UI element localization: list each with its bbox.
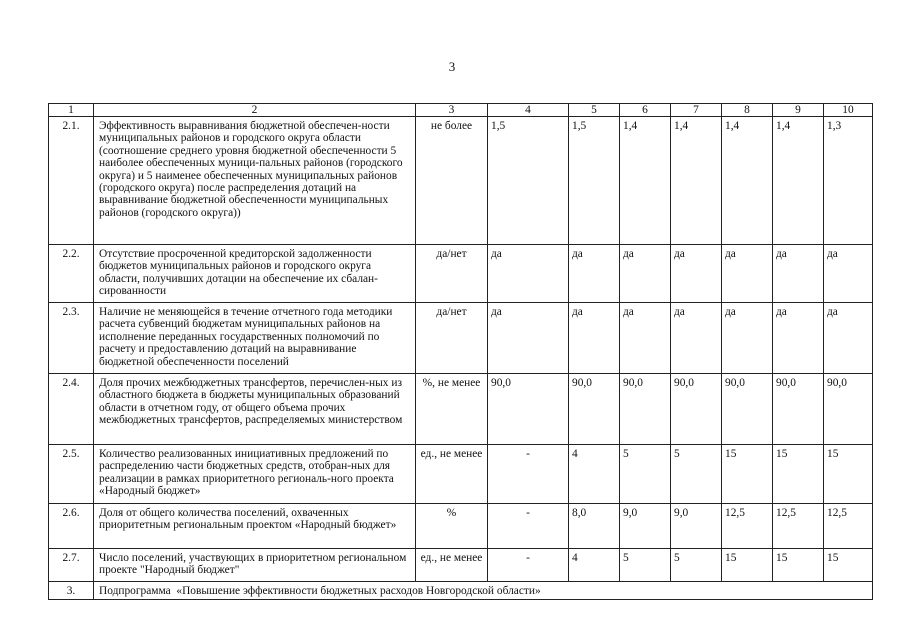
- header-cell: 8: [722, 104, 773, 117]
- value-cell: да: [671, 245, 722, 303]
- value-cell: да: [773, 303, 824, 374]
- indicator-name: Количество реализованных инициативных предложений по распределению части бюджетных средств, отобран-ных для реализации в рамках приоритетного региональ-ного проекта «Народный бюджет»: [94, 445, 416, 504]
- row-number: 2.7.: [49, 549, 94, 582]
- value-cell: да: [569, 245, 620, 303]
- header-cell: 3: [416, 104, 488, 117]
- table-row: [49, 445, 873, 504]
- value-cell: 90,0: [773, 374, 824, 445]
- value-cell: 1,5: [488, 117, 569, 245]
- row-number: 2.2.: [49, 245, 94, 303]
- value-cell: 4: [569, 549, 620, 582]
- value-cell: 15: [824, 549, 873, 582]
- value-cell: 90,0: [671, 374, 722, 445]
- row-number: 2.5.: [49, 445, 94, 504]
- value-cell: 12,5: [824, 504, 873, 549]
- value-cell: да: [569, 303, 620, 374]
- header-cell: 6: [620, 104, 671, 117]
- indicators-table: [48, 103, 873, 600]
- value-cell: 12,5: [722, 504, 773, 549]
- value-cell: 8,0: [569, 504, 620, 549]
- value-cell: 5: [671, 549, 722, 582]
- value-cell: да: [722, 245, 773, 303]
- row-number: 2.6.: [49, 504, 94, 549]
- page-number: 3: [448, 59, 456, 74]
- row-number: 2.3.: [49, 303, 94, 374]
- value-cell: 9,0: [671, 504, 722, 549]
- value-cell: да: [773, 245, 824, 303]
- table-row: [49, 374, 873, 445]
- value-cell: 15: [824, 445, 873, 504]
- header-cell: 4: [488, 104, 569, 117]
- unit-cell: да/нет: [416, 303, 488, 374]
- table-row: [49, 245, 873, 303]
- value-cell: -: [488, 549, 569, 582]
- unit-cell: %: [416, 504, 488, 549]
- value-cell: 15: [722, 445, 773, 504]
- value-cell: 12,5: [773, 504, 824, 549]
- indicator-name: Эффективность выравнивания бюджетной обеспечен-ности муниципальных районов и городского округа области (соотношение среднего уровня бюджетной обеспеченности 5 наиболее обеспеченных муници-пальных районов (городского округа) и 5 наименее обеспеченных муниципальных районов (городского округа) после распределения дотаций на выравнивание бюджетной обеспеченности муниципальных районов (городского округа)): [94, 117, 416, 245]
- value-cell: 15: [722, 549, 773, 582]
- value-cell: 1,4: [773, 117, 824, 245]
- value-cell: -: [488, 504, 569, 549]
- table-row: [49, 117, 873, 245]
- unit-cell: ед., не менее: [416, 445, 488, 504]
- value-cell: 90,0: [722, 374, 773, 445]
- value-cell: -: [488, 445, 569, 504]
- value-cell: 5: [620, 549, 671, 582]
- table-row: [49, 504, 873, 549]
- value-cell: да: [488, 245, 569, 303]
- subprogram-title: Подпрограмма «Повышение эффективности бюджетных расходов Новгородской области»: [94, 582, 873, 600]
- row-number: 2.1.: [49, 117, 94, 245]
- table-row: [49, 303, 873, 374]
- unit-cell: да/нет: [416, 245, 488, 303]
- header-cell: 10: [824, 104, 873, 117]
- header-row: [49, 104, 873, 117]
- header-cell: 1: [49, 104, 94, 117]
- value-cell: да: [824, 303, 873, 374]
- value-cell: 15: [773, 549, 824, 582]
- value-cell: 15: [773, 445, 824, 504]
- value-cell: 1,4: [620, 117, 671, 245]
- value-cell: 1,5: [569, 117, 620, 245]
- indicator-name: Отсутствие просроченной кредиторской задолженности бюджетов муниципальных районов и городского округа области, получивших дотации на обеспечение их сбалан-сированности: [94, 245, 416, 303]
- row-number: 3.: [49, 582, 94, 600]
- value-cell: 90,0: [620, 374, 671, 445]
- value-cell: 5: [671, 445, 722, 504]
- unit-cell: ед., не менее: [416, 549, 488, 582]
- value-cell: 9,0: [620, 504, 671, 549]
- indicator-name: Доля от общего количества поселений, охваченных приоритетным региональным проектом «Народный бюджет»: [94, 504, 416, 549]
- value-cell: 1,3: [824, 117, 873, 245]
- header-cell: 9: [773, 104, 824, 117]
- subprogram-row: [49, 582, 873, 600]
- value-cell: 1,4: [671, 117, 722, 245]
- value-cell: да: [488, 303, 569, 374]
- indicator-name: Число поселений, участвующих в приоритетном региональном проекте "Народный бюджет": [94, 549, 416, 582]
- value-cell: 4: [569, 445, 620, 504]
- indicator-name: Наличие не меняющейся в течение отчетного года методики расчета субвенций бюджетам муниципальных районов на исполнение переданных государственных полномочий по расчету и предоставлению дотаций на выравнивание бюджетной обеспеченности поселений: [94, 303, 416, 374]
- unit-cell: %, не менее: [416, 374, 488, 445]
- value-cell: да: [620, 303, 671, 374]
- value-cell: 5: [620, 445, 671, 504]
- value-cell: да: [671, 303, 722, 374]
- indicator-name: Доля прочих межбюджетных трансфертов, перечислен-ных из областного бюджета в бюджеты муниципальных образований области в отчетном году, от общего объема прочих межбюджетных трансфертов, распределяемых министерством: [94, 374, 416, 445]
- value-cell: 90,0: [569, 374, 620, 445]
- value-cell: 90,0: [824, 374, 873, 445]
- value-cell: да: [722, 303, 773, 374]
- value-cell: 90,0: [488, 374, 569, 445]
- value-cell: 1,4: [722, 117, 773, 245]
- unit-cell: не более: [416, 117, 488, 245]
- row-number: 2.4.: [49, 374, 94, 445]
- header-cell: 5: [569, 104, 620, 117]
- header-cell: 2: [94, 104, 416, 117]
- header-cell: 7: [671, 104, 722, 117]
- table-row: [49, 549, 873, 582]
- value-cell: да: [824, 245, 873, 303]
- value-cell: да: [620, 245, 671, 303]
